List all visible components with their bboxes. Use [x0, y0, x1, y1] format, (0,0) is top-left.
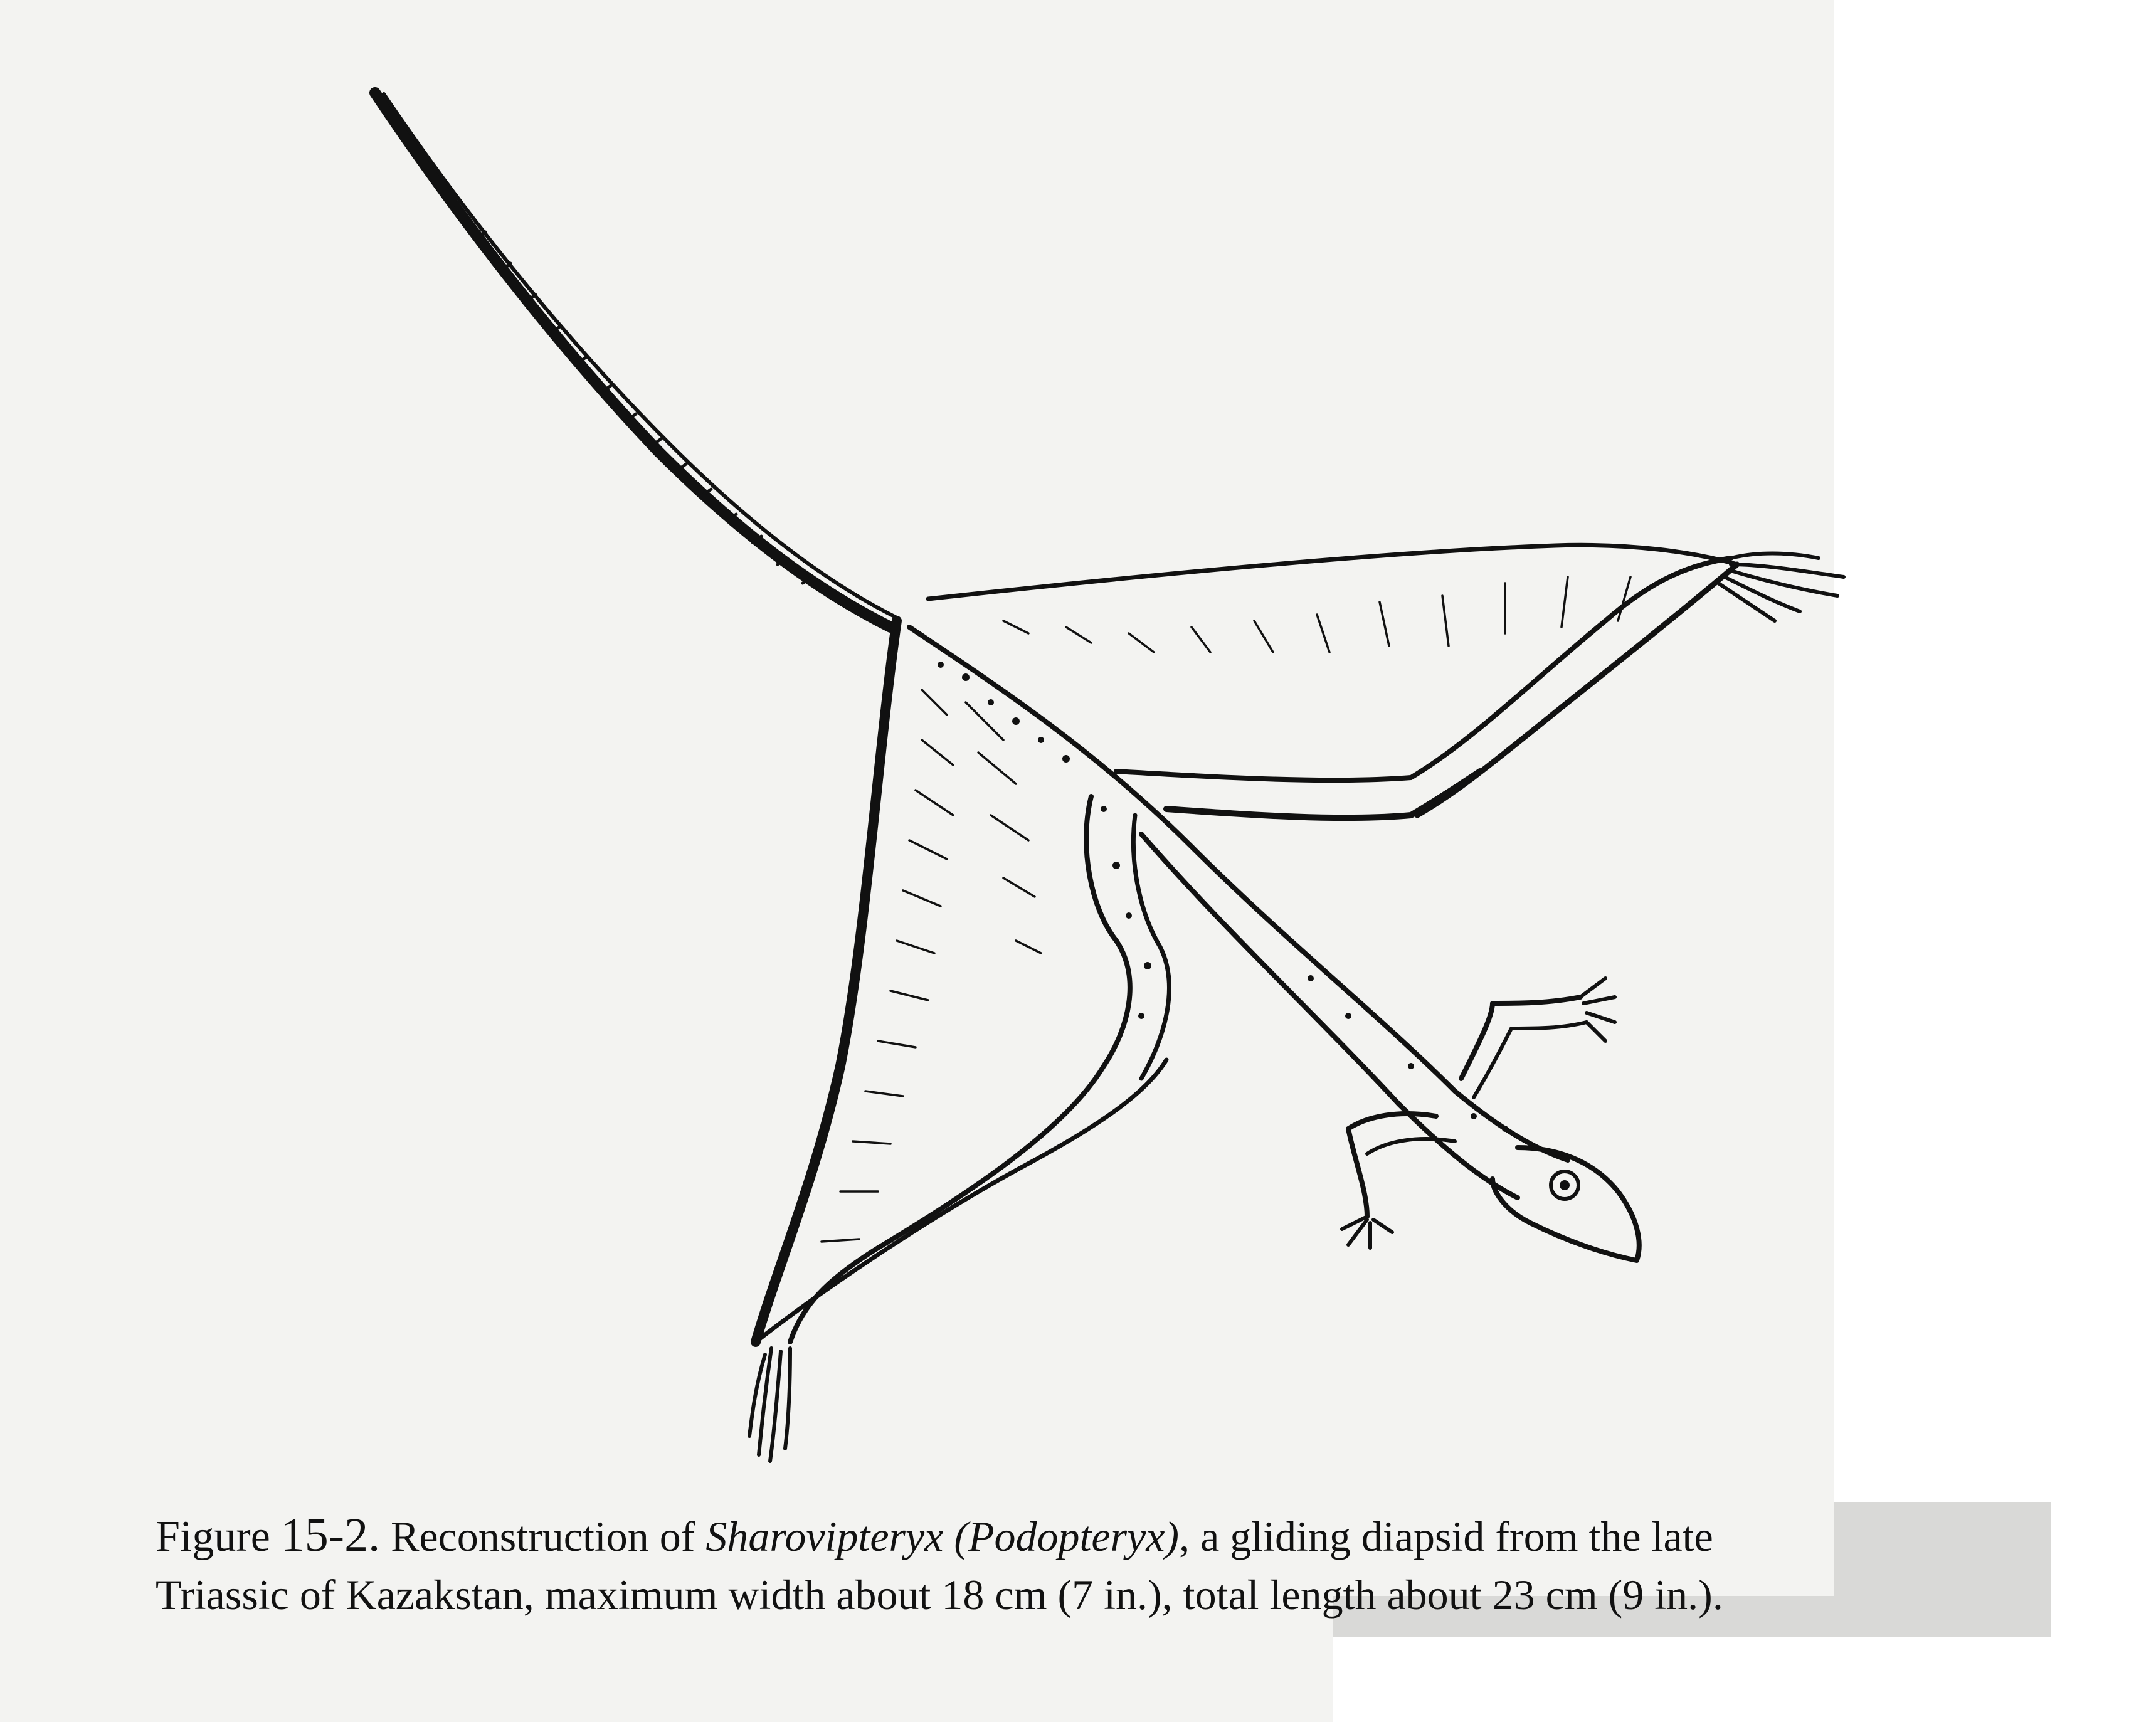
front-arm-right: [1461, 997, 1580, 1079]
species-name: Sharovipteryx (Podopteryx): [705, 1513, 1180, 1560]
figure-number: 15-2.: [280, 1509, 381, 1561]
right-hand: [1580, 978, 1615, 1041]
right-hind-leg: [1116, 558, 1731, 780]
caption-text-a: Reconstruction of: [391, 1513, 706, 1560]
left-hand: [1342, 1217, 1392, 1248]
caption-text-b: , a gliding diapsid from the late: [1179, 1513, 1713, 1560]
tail: [375, 93, 890, 627]
membrane-edge: [756, 621, 897, 1342]
caption-line-1: [156, 1506, 2068, 1566]
upper-membrane-hatching: [1003, 577, 1630, 652]
upper-wing: [928, 545, 1737, 599]
figure-caption: [156, 1506, 2068, 1624]
right-foot: [1718, 554, 1844, 621]
head: [1493, 1148, 1639, 1260]
caption-line-2: Triassic of Kazakstan, maximum width about 18 cm (7 in.), total length about 23 cm (9 in.).: [156, 1571, 1723, 1619]
figure-label: Figure: [156, 1513, 270, 1561]
blank-margin: [1333, 1637, 2156, 1722]
body: [909, 627, 1568, 1160]
left-foot: [749, 1348, 790, 1461]
